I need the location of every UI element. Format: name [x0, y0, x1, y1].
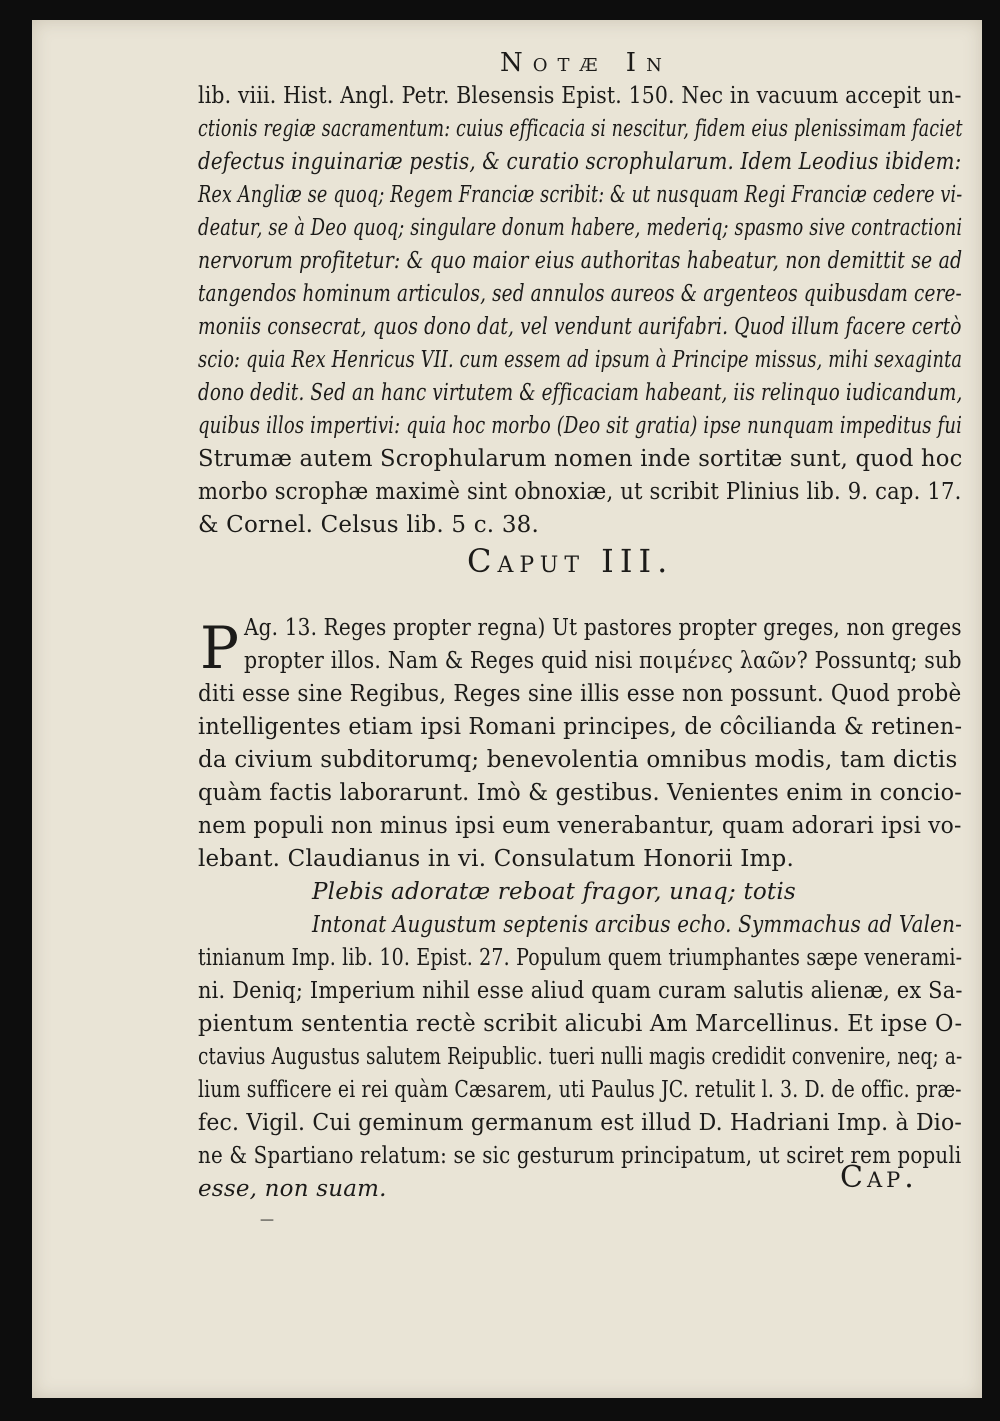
text-line: ni. Deniq; Imperium nihil esse aliud quam curam salutis alienæ, ex Sa- [198, 978, 963, 1004]
text-line: tangendos hominum articulos, sed annulos aureos & argenteos quibusdam cere- [198, 281, 962, 307]
text-line: deatur, se à Deo quoq; singulare donum habere, mederiq; spasmo sive contractioni [198, 215, 963, 241]
running-header: Notæ In [500, 48, 672, 78]
text-line: & Cornel. Celsus lib. 5 c. 38. [198, 512, 540, 538]
verse-line: Plebis adoratæ reboat fragor, unaq; totis [312, 879, 796, 905]
text-line: ctionis regiæ sacramentum: cuius efficacia si nescitur, fidem eius plenissimam faciet [198, 116, 963, 142]
text-line: tinianum Imp. lib. 10. Epist. 27. Populum quem triumphantes sæpe venerami- [198, 945, 963, 971]
chapter-title: Caput III. [467, 542, 674, 580]
text-line: morbo scrophæ maximè sint obnoxiæ, ut scribit Plinius lib. 9. cap. 17. [198, 479, 962, 505]
text-line: ne & Spartiano relatum: se sic gesturum principatum, ut sciret rem populi [198, 1143, 962, 1169]
text-line: da civium subditorumq; benevolentia omnibus modis, tam dictis [198, 747, 958, 773]
text-line: nem populi non minus ipsi eum venerabantur, quam adorari ipsi vo- [198, 813, 962, 839]
text-line: fec. Vigil. Cui geminum germanum est illud D. Hadriani Imp. à Dio- [198, 1110, 963, 1136]
text-line: intelligentes etiam ipsi Romani principes, de côcilianda & retinen- [198, 714, 963, 740]
text-line: lium sufficere ei rei quàm Cæsarem, uti Paulus JC. retulit l. 3. D. de offic. præ- [198, 1077, 962, 1103]
text-line: lebant. Claudianus in vi. Consulatum Honorii Imp. [198, 846, 794, 872]
text-line: nervorum profitetur: & quo maior eius authoritas habeatur, non demittit se ad [198, 248, 963, 274]
text-line: ctavius Augustus salutem Reipublic. tueri nulli magis credidit convenire, neq; a- [198, 1044, 963, 1070]
text-line: dono dedit. Sed an hanc virtutem & efficaciam habeant, iis relinquo iudicandum, [198, 380, 963, 406]
footer-mark: — [260, 1212, 274, 1228]
text-line: quibus illos impertivi: quia hoc morbo (Deo sit gratia) ipse nunquam impeditus fui [198, 413, 963, 439]
drop-cap: P [200, 614, 240, 682]
text-line: moniis consecrat, quos dono dat, vel vendunt aurifabri. Quod illum facere certò [198, 314, 962, 340]
text-line: scio: quia Rex Henricus VII. cum essem ad ipsum à Principe missus, mihi sexaginta [198, 347, 963, 373]
book-page [32, 20, 982, 1398]
text-line: Strumæ autem Scrophularum nomen inde sortitæ sunt, quod hoc [198, 446, 963, 472]
catchword: Cap. [840, 1160, 918, 1195]
text-line: quàm factis laborarunt. Imò & gestibus. Venientes enim in concio- [198, 780, 963, 806]
text-line: defectus inguinariæ pestis, & curatio scrophularum. Idem Leodius ibidem: [198, 149, 962, 175]
text-line: Rex Angliæ se quoq; Regem Franciæ scribit: & ut nusquam Regi Franciæ cedere vi- [198, 182, 963, 208]
text-line: propter illos. Nam & Reges quid nisi ποιμένες λαῶν? Possuntq; sub [244, 648, 962, 674]
verse-line: Intonat Augustum septenis arcibus echo. Symmachus ad Valen- [312, 912, 962, 938]
text-line: diti esse sine Regibus, Reges sine illis esse non possunt. Quod probè [198, 681, 962, 707]
text-line: pientum sententia rectè scribit alicubi Am Marcellinus. Et ipse O- [198, 1011, 963, 1037]
text-line: esse, non suam. [198, 1176, 387, 1202]
text-line: lib. viii. Hist. Angl. Petr. Blesensis Epist. 150. Nec in vacuum accepit un- [198, 83, 962, 109]
text-line: Ag. 13. Reges propter regna) Ut pastores propter greges, non greges [244, 615, 962, 641]
